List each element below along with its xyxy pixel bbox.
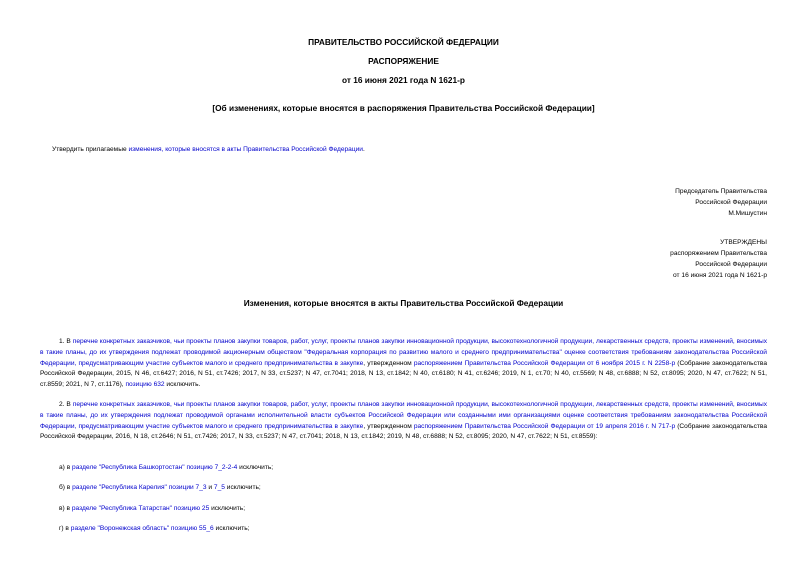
item-2-order-link[interactable]: распоряжением Правительства Российской Федерации от 19 апреля 2016 г. N 717-р [413, 422, 676, 430]
item-2-list-link[interactable]: перечне конкретных заказчиков, чьи проекты планов закупки товаров, работ, услуг, проекты планов закупки инновационной продукции, высокотехнологичной продукции, лекарственных средств, проекты изменений, вносимых в такие планы, до их утверждения подлежат проводимой органами исполнительной власти субъектов Российской Федерации или созданными ими организациями оценке соответствия требованиям законодательства Российской Федерации, предусматривающим участие субъектов малого и среднего предпринимательства в закупке [40, 401, 767, 430]
signature-position: Председатель Правительства [675, 188, 767, 195]
sub-item-a [59, 463, 273, 474]
signature-block [675, 186, 767, 219]
sub-item-v-prefix: в) в [59, 505, 72, 512]
signature-name: М.Мишустин [728, 210, 767, 217]
document-title: [Об изменениях, которые вносятся в распоряжения Правительства Российской Федерации] [212, 103, 595, 113]
item-1-list-link[interactable]: перечне конкретных заказчиков, чьи проекты планов закупки товаров, работ, услуг, проекты планов закупки инновационной продукции, высокотехнологичной продукции, лекарственных средств, проекты изменений, вносимых в такие планы, до их утверждения подлежат проводимой акционерным обществом "Федеральная корпорация по развитию малого и среднего предпринимательства" оценке соответствия требованиям законодательства Российской Федерации, предусматривающим участие субъектов малого и среднего предпринимательства в закупке [40, 338, 767, 367]
section-title: Изменения, которые вносятся в акты Правительства Российской Федерации [243, 298, 564, 308]
sub-item-b-link-2[interactable]: 7_5 [213, 484, 225, 491]
item-1-position-link[interactable]: позицию 632 [125, 381, 165, 389]
item-2-text-1: , утвержденном [363, 422, 414, 430]
approval-line-3: Российской Федерации [695, 261, 767, 268]
item-1-text-2: (Собрание законодательства Российской Федерации, 2015, N 46, ст.6427; 2016, N 51, ст.7426; 2017, N 33, ст.5237; N 47, ст.7041; 2018, N 13, ст.1842; N 40, ст.6180; N 41, ст.6246; 2019, N 1, ст.70; N 40, ст.5569; N 48, ст.6888; N 52, ст.8095; 2020, N 47, ст.7622; N 51, ст.8559; 2021, N 7, ст.1176), [40, 359, 768, 389]
item-1-order-link[interactable]: распоряжением Правительства Российской Федерации от 6 ноября 2015 г. N 2258-р [413, 359, 676, 367]
intro-paragraph [52, 145, 365, 156]
sub-item-a-link[interactable]: разделе "Республика Башкортостан" позицию 7_2-2-4 [72, 464, 238, 471]
sub-item-g-prefix: г) в [59, 525, 71, 532]
approval-heading: УТВЕРЖДЕНЫ [720, 239, 767, 246]
item-1-number: 1. В [59, 338, 73, 345]
sub-item-g [59, 524, 250, 535]
item-2-paragraph [40, 400, 767, 443]
item-1-paragraph [40, 337, 767, 391]
sub-item-a-prefix: а) в [59, 464, 73, 471]
intro-changes-link[interactable]: изменения, которые вносятся в акты Правительства Российской Федерации [128, 146, 363, 153]
sub-item-g-link[interactable]: разделе "Воронежская область" позицию 55_6 [70, 525, 214, 532]
item-1-text-1: , утвержденном [363, 359, 414, 367]
approval-line-2: распоряжением Правительства [670, 250, 767, 257]
intro-text-end: . [362, 146, 365, 153]
document-type: РАСПОРЯЖЕНИЕ [368, 56, 439, 66]
signature-country: Российской Федерации [695, 199, 767, 206]
sub-item-v [59, 504, 245, 515]
document-date-number: от 16 июня 2021 года N 1621-р [342, 75, 465, 85]
item-1-text-3: исключить. [164, 381, 201, 389]
item-2-text-2: (Собрание законодательства Российской Федерации, 2016, N 18, ст.2646; N 51, ст.7426; 2017, N 33, ст.5237; N 47, ст.7041; 2018, N 13, ст.1842; 2019, N 48, ст.6888; N 52, ст.8095; 2020, N 47, ст.7622; N 51, ст.8559): [40, 422, 767, 441]
item-2-number: 2. В [59, 401, 73, 408]
sub-item-b-link-1[interactable]: разделе "Республика Карелия" позиции 7_3 [72, 484, 207, 491]
approval-block [670, 237, 767, 281]
approval-line-4: от 16 июня 2021 года N 1621-р [673, 272, 767, 279]
sub-item-a-suffix: исключить; [237, 464, 274, 471]
sub-item-b-prefix: б) в [59, 484, 73, 491]
sub-item-b [59, 483, 261, 494]
sub-item-g-suffix: исключить; [213, 525, 250, 532]
sub-item-b-and: и [206, 484, 214, 491]
sub-item-v-suffix: исключить; [209, 505, 246, 512]
intro-text: Утвердить прилагаемые [52, 146, 129, 153]
sub-item-v-link[interactable]: разделе "Республика Татарстан" позицию 25 [71, 505, 210, 512]
government-name: ПРАВИТЕЛЬСТВО РОССИЙСКОЙ ФЕДЕРАЦИИ [308, 37, 499, 47]
sub-item-b-suffix: исключить; [224, 484, 261, 491]
